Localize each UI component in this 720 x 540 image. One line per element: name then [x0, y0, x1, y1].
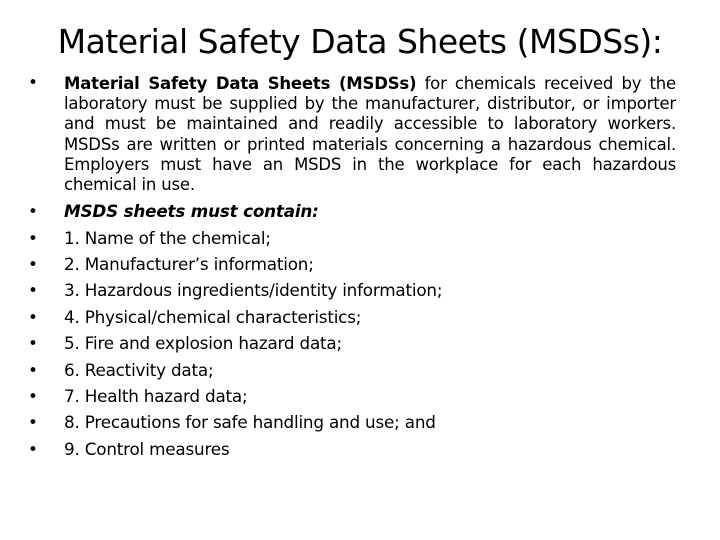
bullet-marker: • — [28, 254, 38, 275]
bullet-marker: • — [28, 227, 38, 248]
list-item-text: 9. Control measures — [64, 438, 230, 459]
list-item — [28, 383, 676, 409]
list-item — [28, 225, 676, 251]
list-item — [28, 436, 676, 462]
list-item-text: 8. Precautions for safe handling and use; and — [64, 412, 436, 433]
list-item-text: 7. Health hazard data; — [64, 386, 248, 407]
bullet-marker: • — [28, 438, 38, 459]
bullet-marker: • — [28, 280, 38, 301]
list-item — [28, 304, 676, 330]
bullet-marker: • — [28, 412, 38, 433]
intro-text: for chemicals received by the laboratory must be supplied by the manufacturer, distributor, or importer and must be maintained and readily accessible to laboratory workers. MSDSs are written or printed materials concerning a hazardous chemical. Employers must have an MSDS in the workplace for each hazardous chemical in use. — [64, 74, 676, 195]
list-item-text: 3. Hazardous ingredients/identity information; — [64, 280, 443, 301]
list-item — [28, 409, 676, 435]
list-item-text: 6. Reactivity data; — [64, 359, 214, 380]
bullet-marker: • — [28, 333, 38, 354]
bullet-marker: • — [28, 386, 38, 407]
list-item-text: 4. Physical/chemical characteristics; — [64, 306, 362, 327]
list-item-text: 1. Name of the chemical; — [64, 227, 271, 248]
list-item — [28, 277, 676, 303]
intro-bold-lead: Material Safety Data Sheets (MSDSs) — [64, 74, 417, 93]
contain-heading: MSDS sheets must contain: — [64, 201, 319, 222]
slide-title: Material Safety Data Sheets (MSDSs): — [57, 22, 663, 61]
bullet-marker: • — [28, 72, 38, 92]
bullet-marker: • — [28, 201, 38, 222]
bullet-list — [28, 72, 676, 462]
list-item — [28, 330, 676, 356]
list-item-text: 5. Fire and explosion hazard data; — [64, 333, 342, 354]
list-item-text: 2. Manufacturer’s information; — [64, 254, 314, 275]
bullet-marker: • — [28, 359, 38, 380]
list-item — [28, 357, 676, 383]
contain-heading-bullet — [28, 198, 676, 224]
intro-bullet — [28, 72, 676, 198]
bullet-marker: • — [28, 306, 38, 327]
list-item — [28, 251, 676, 277]
